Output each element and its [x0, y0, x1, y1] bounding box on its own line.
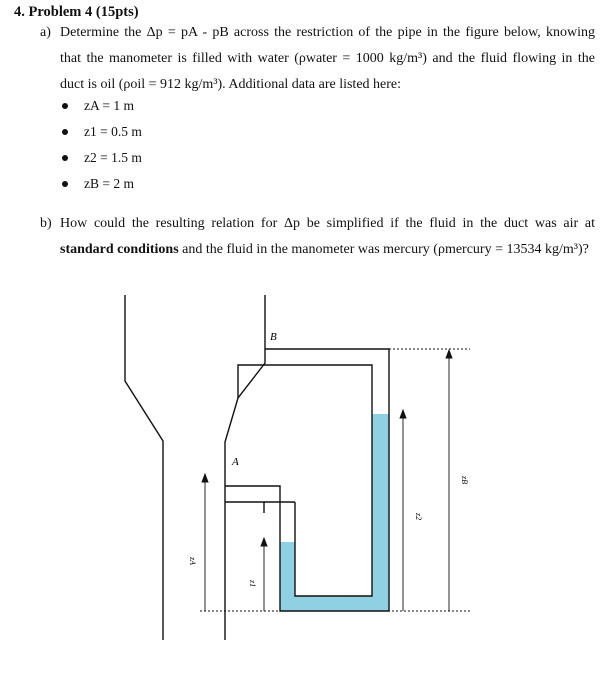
manometer-lower-tap-inner: [225, 502, 264, 513]
part-b-line-2: standard conditions and the fluid in the manometer was mercury (ρmercury = 13534 kg/m³)?: [60, 242, 589, 257]
list-item: zB = 2 m: [62, 171, 142, 197]
part-a-line-3: duct is oil (ρoil = 912 kg/m³). Additional data are listed here:: [60, 77, 402, 92]
list-item: zA = 1 m: [62, 93, 142, 119]
part-a-line-1: Determine the Δp = pA - pB across the restriction of the pipe in the figure below, knowing: [60, 25, 595, 40]
pipe-walls: [125, 295, 389, 640]
manometer-inner-wall: [238, 365, 372, 596]
label-zb: zB: [460, 476, 469, 484]
label-b: B: [270, 331, 277, 343]
manometer-lower-tap: [225, 349, 389, 611]
list-item: z2 = 1.5 m: [62, 145, 142, 171]
list-item: z1 = 0.5 m: [62, 119, 142, 145]
pipe-right-wall: [225, 295, 265, 640]
label-za: zA: [188, 557, 197, 565]
reference-lines: [200, 349, 470, 611]
label-z1: z1: [248, 580, 257, 588]
height-arrows: [202, 350, 452, 611]
part-b-label: b): [40, 216, 52, 231]
label-a: A: [232, 456, 239, 468]
part-b-line-1: How could the resulting relation for Δp be simplified if the fluid in the duct was air at: [60, 216, 595, 231]
part-a-label: a): [40, 25, 51, 40]
part-a-line-2: that the manometer is filled with water (ρwater = 1000 kg/m³) and the fluid flowing in the: [60, 51, 595, 66]
problem-title: 4. Problem 4 (15pts): [14, 4, 139, 20]
pipe-left-wall: [125, 295, 163, 640]
label-z2: z2: [414, 513, 423, 521]
